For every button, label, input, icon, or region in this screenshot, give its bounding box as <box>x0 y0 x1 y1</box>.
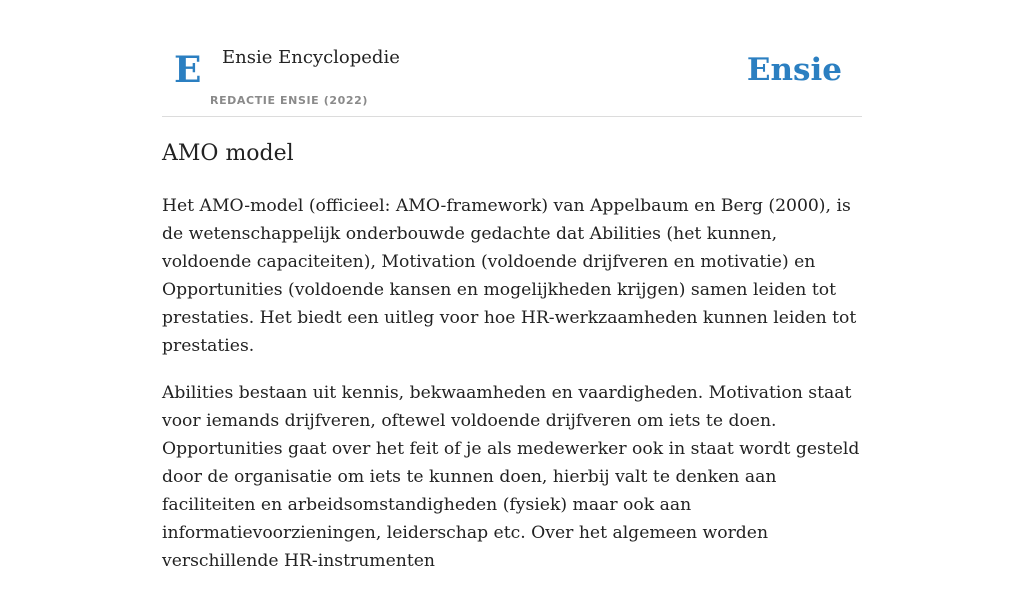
article-title: AMO model <box>162 141 294 166</box>
source-title[interactable]: Ensie Encyclopedie <box>222 47 400 68</box>
article-body <box>162 192 862 594</box>
ensie-logo-icon: E <box>174 49 202 91</box>
source-author-year: REDACTIE ENSIE (2022) <box>210 94 368 107</box>
ensie-brand-link[interactable]: Ensie <box>746 52 842 88</box>
article-paragraph: Het AMO-model (officieel: AMO-framework) van Appelbaum en Berg (2000), is de wetenschappelijk onderbouwde gedachte dat Abilities (het kunnen, voldoende capaciteiten), Motivation (voldoende drijfveren en motivatie) en Opportunities (voldoende kansen en mogelijkheden krijgen) samen leiden tot prestaties. Het biedt een uitleg voor hoe HR-werkzaamheden kunnen leiden tot prestaties. <box>162 196 857 356</box>
source-header <box>162 0 862 117</box>
article-paragraph: Abilities bestaan uit kennis, bekwaamheden en vaardigheden. Motivation staat voor iemands drijfveren, oftewel voldoende drijfveren om iets te doen. Opportunities gaat over het feit of je als medewerker ook in staat wordt gesteld door de organisatie om iets te kunnen doen, hierbij valt te denken aan faciliteiten en arbeidsomstandigheden (fysiek) maar ook aan informatievoorzieningen, leiderschap etc. Over het algemeen worden verschillende HR-instrumenten <box>162 383 860 571</box>
